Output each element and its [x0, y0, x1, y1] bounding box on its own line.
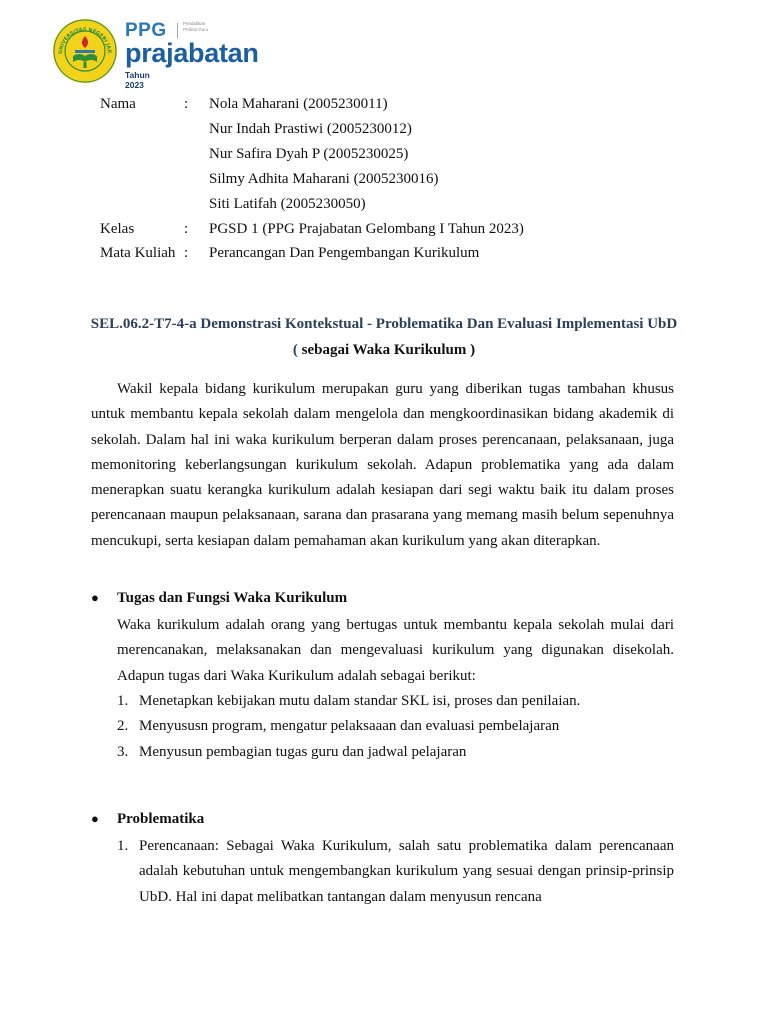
bullet-icon: ● [91, 811, 99, 826]
title-role: sebagai Waka Kurikulum ) [297, 341, 476, 358]
logo-ring-text: UNIVERSITAS NEGERI JAK [57, 26, 113, 55]
matkul-label: Mata Kuliah [100, 245, 176, 261]
nama-colon: : [184, 96, 189, 112]
name-entry: Silmy Adhita Maharani (2005230016) [209, 171, 439, 187]
name-entry: Nur Indah Prastiwi (2005230012) [209, 121, 412, 137]
brand-name: prajabatan [125, 38, 259, 68]
list-item [117, 714, 674, 739]
list-text: Menyususn program, mengatur pelaksaaan dan evaluasi pembelajaran [139, 718, 560, 735]
matkul-colon: : [184, 245, 189, 261]
tugas-heading: Tugas dan Fungsi Waka Kurikulum [117, 590, 348, 606]
nama-label: Nama [100, 96, 136, 112]
list-number: 1. [117, 693, 129, 709]
brand-year: Tahun 2023 [125, 70, 150, 90]
list-number: 2. [117, 718, 129, 735]
list-text: Menetapkan kebijakan mutu dalam standar SKL isi, proses dan penilaian. [139, 693, 581, 709]
title-main: SEL.06.2-T7-4-a Demonstrasi Kontekstual - Problematika Dan Evaluasi Implementasi UbD ( [90, 316, 678, 358]
matkul-value: Perancangan Dan Pengembangan Kurikulum [209, 245, 480, 261]
list-number: 1. [117, 838, 129, 854]
kelas-colon: : [184, 221, 189, 237]
list-text: Menyusun pembagian tugas guru dan jadwal pelajaran [139, 743, 467, 760]
document-title [90, 312, 678, 363]
intro-paragraph: Wakil kepala bidang kurikulum merupakan guru yang diberikan tugas tambahan khusus untuk membantu kepala sekolah dalam mengelola dan mengkoordinasikan bidang akademik di sekolah. Dalam hal ini waka kurikulum berperan dalam proses perencanaan, pelaksanaan, juga memonitoring keberlangsungan kurikulum sekolah. Adapun problematika yang ada dalam menerapkan suatu kerangka kurikulum adalah kesiapan dari segi waktu baik itu dalam proses perencanaan maupun pelaksanaan, sarana dan prasarana yang memang masih belum sepenuhnya mencukupi, serta kesiapan dalam pemahaman akan kurikulum yang akan diterapkan. [91, 381, 674, 549]
list-item [117, 834, 674, 910]
problematika-list [117, 834, 674, 910]
bullet-icon: ● [91, 590, 99, 605]
name-entry: Siti Latifah (2005230050) [209, 196, 366, 212]
name-entry: Nola Maharani (2005230011) [209, 96, 388, 112]
name-entry: Nur Safira Dyah P (2005230025) [209, 146, 409, 162]
brand-subtitle: Pendidikan Profesi Guru [183, 21, 209, 32]
list-number: 3. [117, 743, 129, 760]
kelas-label: Kelas [100, 221, 135, 237]
brand-divider [177, 23, 178, 38]
list-item [117, 689, 674, 714]
tugas-body: Waka kurikulum adalah orang yang bertugas untuk membantu kepala sekolah mulai dari merencanakan, melaksanakan dan mengevaluasi kurikulum yang digunakan disekolah. Adapun tugas dari Waka Kurikulum adalah sebagai berikut: [117, 617, 674, 684]
list-text: Perencanaan: Sebagai Waka Kurikulum, salah satu problematika dalam perencanaan adalah kebutuhan untuk mengembangkan kurikulum yang sesuai dengan prinsip-prinsip UbD. Hal ini dapat melibatkan tantangan dalam menyusun rencana [139, 838, 674, 905]
kelas-value: PGSD 1 (PPG Prajabatan Gelombang I Tahun 2023) [209, 221, 524, 237]
problematika-heading: Problematika [117, 811, 205, 827]
tugas-list [117, 689, 674, 765]
list-item [117, 740, 674, 765]
university-logo-icon [52, 18, 118, 84]
brand-short: PPG [125, 20, 167, 41]
